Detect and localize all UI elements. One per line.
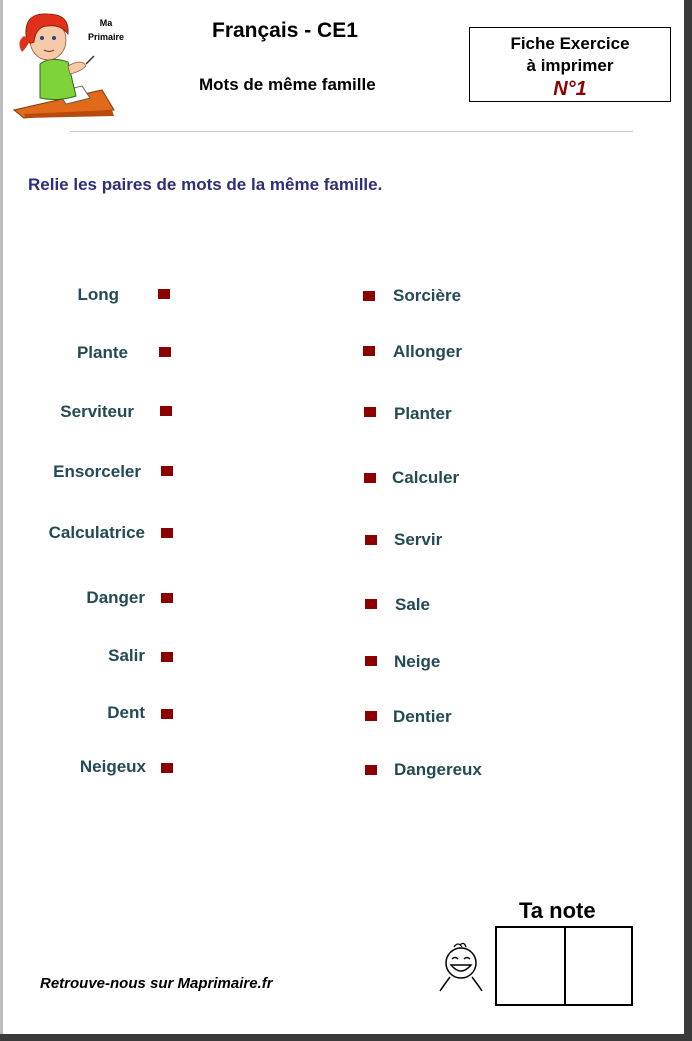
right-word: Servir <box>394 530 443 549</box>
grade-label: Ta note <box>519 898 596 923</box>
left-connector-dot[interactable] <box>161 466 173 476</box>
right-word: Dentier <box>393 707 452 726</box>
right-word: Calculer <box>392 468 460 487</box>
fiche-line2: à imprimer <box>526 56 614 75</box>
left-word: Serviteur <box>60 402 134 421</box>
left-word: Calculatrice <box>48 523 145 542</box>
right-connector-dot[interactable] <box>365 535 377 545</box>
left-word: Plante <box>76 343 128 362</box>
girl-at-desk-icon <box>10 6 125 118</box>
fiche-box <box>469 27 671 102</box>
page-frame-left <box>0 0 3 1041</box>
logo-text-primaire: Primaire <box>87 32 125 42</box>
grade-box[interactable] <box>495 926 633 1006</box>
grade-box-divider <box>564 928 566 1004</box>
fiche-number: N°1 <box>553 78 587 100</box>
right-connector-dot[interactable] <box>364 473 376 483</box>
left-connector-dot[interactable] <box>161 709 173 719</box>
right-connector-dot[interactable] <box>365 599 377 609</box>
right-connector-dot[interactable] <box>364 407 376 417</box>
right-connector-dot[interactable] <box>363 346 375 356</box>
left-word: Long <box>77 285 119 304</box>
left-connector-dot[interactable] <box>158 289 170 299</box>
right-word: Dangereux <box>394 760 482 779</box>
left-connector-dot[interactable] <box>160 406 172 416</box>
left-connector-dot[interactable] <box>161 593 173 603</box>
page-frame-right <box>684 0 692 1041</box>
page-title: Français - CE1 <box>212 19 358 42</box>
logo-text-ma: Ma <box>99 18 113 28</box>
right-connector-dot[interactable] <box>363 291 375 301</box>
page-frame-bottom <box>0 1034 692 1041</box>
right-word: Planter <box>394 404 452 423</box>
instruction-text: Relie les paires de mots de la même famille. <box>28 175 383 194</box>
left-word: Neigeux <box>79 757 146 776</box>
left-word: Danger <box>86 588 145 607</box>
right-word: Sale <box>395 595 430 614</box>
left-connector-dot[interactable] <box>161 528 173 538</box>
right-connector-dot[interactable] <box>365 765 377 775</box>
right-word: Neige <box>394 652 441 671</box>
right-word: Sorcière <box>393 286 462 305</box>
footer-text: Retrouve-nous sur Maprimaire.fr <box>40 975 273 992</box>
left-connector-dot[interactable] <box>161 652 173 662</box>
left-connector-dot[interactable] <box>161 763 173 773</box>
right-connector-dot[interactable] <box>365 711 377 721</box>
left-word: Dent <box>107 703 145 722</box>
left-word: Salir <box>108 646 145 665</box>
header-divider <box>70 131 633 132</box>
right-word: Allonger <box>393 342 462 361</box>
left-connector-dot[interactable] <box>159 347 171 357</box>
smiley-face-icon <box>436 941 486 993</box>
page-subtitle: Mots de même famille <box>199 75 376 94</box>
fiche-line1: Fiche Exercice <box>510 34 630 53</box>
left-word: Ensorceler <box>53 462 141 481</box>
right-connector-dot[interactable] <box>365 656 377 666</box>
